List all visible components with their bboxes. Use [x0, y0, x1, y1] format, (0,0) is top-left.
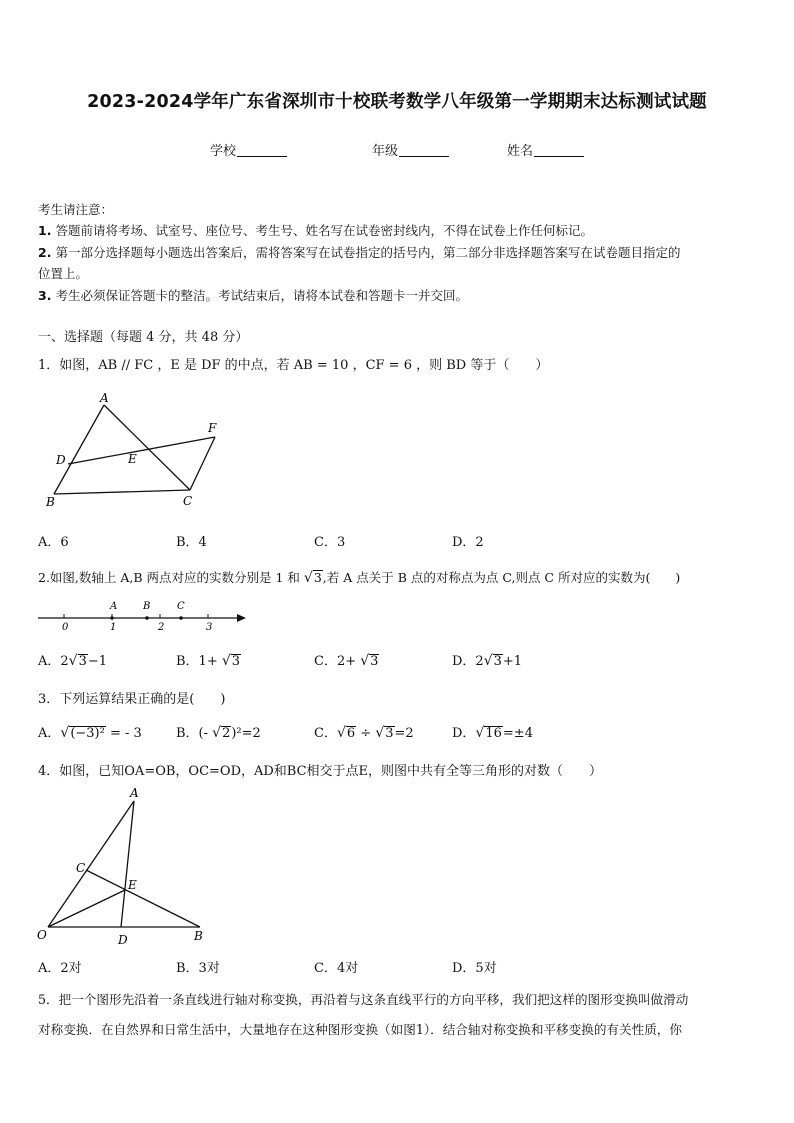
line-oe	[48, 890, 125, 927]
note-3: 3. 考生必须保证答题卡的整洁。考试结束后，请将本试卷和答题卡一并交回。	[38, 288, 468, 303]
q2-option-c[interactable]: C．2+ √3	[314, 653, 379, 669]
label-e: E	[128, 878, 137, 892]
q1-figure	[40, 388, 230, 513]
q2-option-b[interactable]: B．1+ √3	[176, 653, 241, 669]
label-b: B	[194, 929, 203, 943]
arrow-icon	[237, 614, 246, 622]
school-label: 学校	[210, 144, 237, 159]
tick-1: 1	[110, 622, 117, 633]
line-oa	[48, 801, 134, 927]
school-blank[interactable]	[237, 144, 287, 157]
point-a-label: A	[110, 601, 118, 612]
line-bc	[54, 490, 190, 494]
name-blank[interactable]	[534, 144, 584, 157]
q3-option-c[interactable]: C．√6 ÷ √3=2	[314, 725, 414, 741]
label-a: A	[100, 391, 109, 405]
label-c: C	[76, 861, 86, 875]
line-ac	[104, 405, 190, 490]
q1-option-a[interactable]: A．6	[38, 535, 69, 550]
page-title: 2023-2024学年广东省深圳市十校联考数学八年级第一学期期末达标测试试题	[87, 92, 707, 112]
q4-option-c[interactable]: C．4对	[314, 961, 359, 976]
q3-stem: 3．下列运算结果正确的是( )	[38, 692, 226, 707]
q5-line-2: 对称变换．在自然界和日常生活中，大量地存在这种图形变换（如图1）．结合轴对称变换和平移变换的有关性质，你	[38, 1022, 682, 1037]
grade-blank[interactable]	[399, 144, 449, 157]
line-df	[68, 437, 215, 464]
q3-option-b[interactable]: B．(- √2)²=2	[176, 725, 261, 741]
name-field[interactable]	[507, 140, 584, 159]
q4-option-a[interactable]: A．2对	[38, 961, 82, 976]
q2-number-line	[36, 598, 250, 634]
line-ab	[54, 405, 104, 494]
label-o: O	[37, 928, 47, 942]
tick-3: 3	[206, 622, 213, 633]
line-cb	[86, 870, 200, 927]
label-d: D	[118, 933, 128, 947]
label-a: A	[130, 786, 139, 800]
label-d: D	[56, 453, 66, 467]
grade-label: 年级	[372, 144, 399, 159]
label-e: E	[128, 452, 137, 466]
school-field[interactable]	[210, 140, 287, 159]
q2-stem: 2.如图,数轴上 A,B 两点对应的实数分别是 1 和 √3,若 A 点关于 B 点的对称点为点 C,则点 C 所对应的实数为( )	[38, 570, 681, 586]
line-cf	[190, 437, 215, 490]
q3-option-d[interactable]: D．√16=±4	[452, 725, 533, 741]
q2-option-a[interactable]: A．2√3−1	[38, 653, 108, 669]
tick-0: 0	[62, 622, 69, 633]
q5-line-1: 5．把一个图形先沿着一条直线进行轴对称变换，再沿着与这条直线平行的方向平移，我们把这样的图形变换叫做滑动	[38, 992, 689, 1007]
note-2: 2. 第一部分选择题每小题选出答案后，需将答案写在试卷指定的括号内，第二部分非选择题答案写在试卷题目指定的	[38, 245, 681, 260]
tick-2: 2	[158, 622, 165, 633]
q1-stem: 1．如图，AB // FC ，E 是 DF 的中点，若 AB = 10 ，CF = 6 ，则 BD 等于（ ）	[38, 358, 549, 373]
grade-field[interactable]	[372, 140, 449, 159]
note-2-cont: 位置上。	[38, 266, 89, 281]
point-c-label: C	[177, 601, 185, 612]
q3-option-a[interactable]: A．√(−3)² = - 3	[38, 725, 142, 741]
q1-option-b[interactable]: B．4	[176, 535, 207, 550]
section-heading: 一、选择题（每题 4 分，共 48 分）	[38, 330, 249, 345]
label-c: C	[183, 494, 193, 508]
q1-option-d[interactable]: D．2	[452, 535, 484, 550]
q4-stem: 4．如图，已知OA=OB，OC=OD，AD和BC相交于点E，则图中共有全等三角形的对数（ ）	[38, 764, 603, 779]
note-1: 1. 答题前请将考场、试室号、座位号、考生号、姓名写在试卷密封线内，不得在试卷上作任何标记。	[38, 223, 593, 238]
point-b-label: B	[143, 601, 151, 612]
q4-option-d[interactable]: D．5对	[452, 961, 497, 976]
name-label: 姓名	[507, 144, 534, 159]
line-ad	[121, 801, 134, 927]
q4-option-b[interactable]: B．3对	[176, 961, 220, 976]
notes-heading: 考生请注意：	[38, 202, 114, 217]
q2-option-d[interactable]: D．2√3+1	[452, 653, 523, 669]
q1-option-c[interactable]: C．3	[314, 535, 346, 550]
q4-figure	[34, 782, 214, 950]
label-b: B	[46, 495, 55, 509]
label-f: F	[208, 421, 217, 435]
